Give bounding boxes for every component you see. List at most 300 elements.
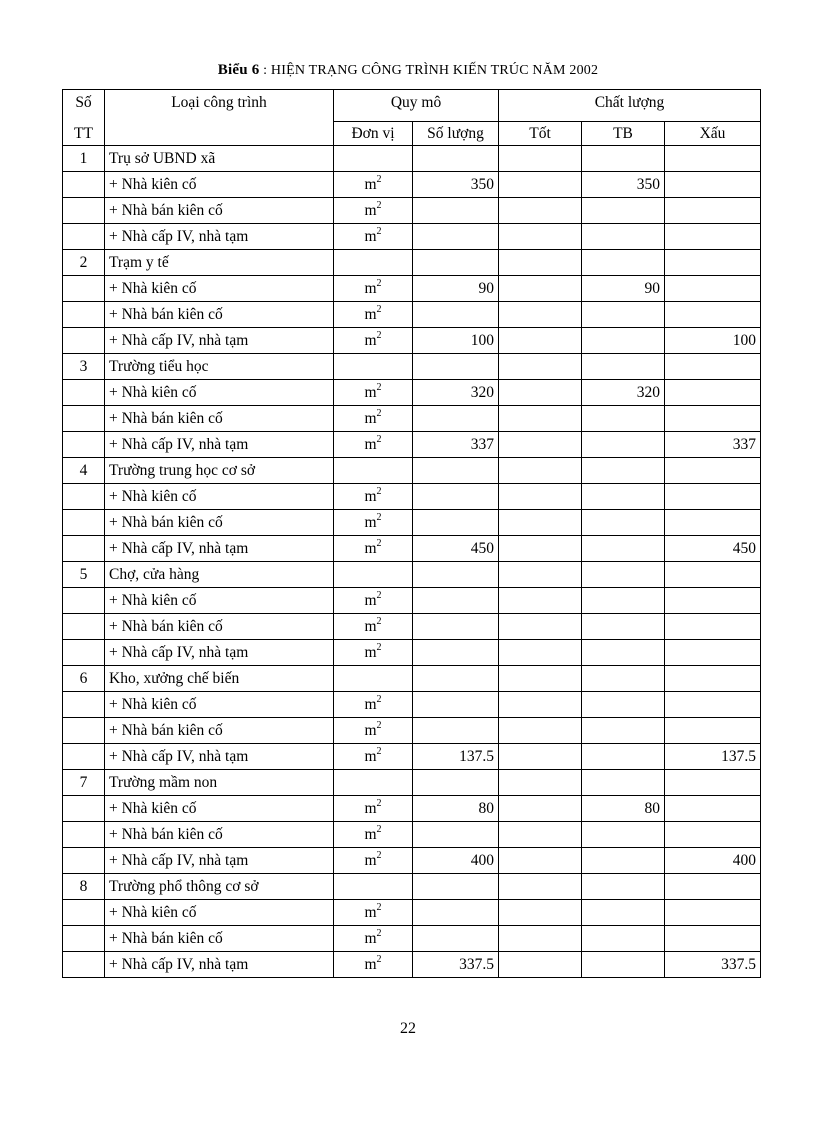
empty-cell xyxy=(334,146,413,172)
bad-cell: 137.5 xyxy=(665,744,761,770)
caption-separator: : xyxy=(259,63,271,78)
unit-cell xyxy=(334,484,413,510)
unit-base: m xyxy=(364,436,377,453)
bad-cell xyxy=(665,614,761,640)
unit-base: m xyxy=(364,800,377,817)
building-type: + Nhà bán kiên cố xyxy=(105,406,334,432)
empty-cell xyxy=(413,562,499,588)
unit-cell xyxy=(334,952,413,978)
average-cell xyxy=(582,406,665,432)
unit-base: m xyxy=(364,696,377,713)
stt-cell xyxy=(63,926,105,952)
quantity-cell xyxy=(413,640,499,666)
table-row xyxy=(63,484,761,510)
empty-cell xyxy=(665,770,761,796)
category-name: Chợ, cửa hàng xyxy=(105,562,334,588)
good-cell xyxy=(499,432,582,458)
building-type: + Nhà kiên cố xyxy=(105,380,334,406)
quantity-cell: 350 xyxy=(413,172,499,198)
average-cell xyxy=(582,614,665,640)
header-scale: Quy mô xyxy=(334,90,499,122)
category-number: 4 xyxy=(63,458,105,484)
unit-cell xyxy=(334,718,413,744)
category-number: 2 xyxy=(63,250,105,276)
table-row xyxy=(63,744,761,770)
average-cell xyxy=(582,952,665,978)
unit-exponent: 2 xyxy=(376,615,382,627)
unit-exponent: 2 xyxy=(376,537,382,549)
average-cell xyxy=(582,744,665,770)
stt-cell xyxy=(63,952,105,978)
average-cell xyxy=(582,198,665,224)
good-cell xyxy=(499,848,582,874)
empty-cell xyxy=(582,250,665,276)
building-type: + Nhà bán kiên cố xyxy=(105,822,334,848)
empty-cell xyxy=(582,562,665,588)
empty-cell xyxy=(334,458,413,484)
average-cell xyxy=(582,900,665,926)
header-stt-bottom: TT xyxy=(63,122,105,146)
table-row xyxy=(63,302,761,328)
stt-cell xyxy=(63,328,105,354)
empty-cell xyxy=(499,770,582,796)
stt-cell xyxy=(63,276,105,302)
empty-cell xyxy=(582,874,665,900)
bad-cell: 400 xyxy=(665,848,761,874)
building-type: + Nhà cấp IV, nhà tạm xyxy=(105,224,334,250)
header-type: Loại công trình xyxy=(105,90,334,122)
stt-cell xyxy=(63,692,105,718)
good-cell xyxy=(499,900,582,926)
quantity-cell xyxy=(413,822,499,848)
building-type: + Nhà cấp IV, nhà tạm xyxy=(105,328,334,354)
good-cell xyxy=(499,952,582,978)
unit-exponent: 2 xyxy=(376,927,382,939)
stt-cell xyxy=(63,172,105,198)
empty-cell xyxy=(334,250,413,276)
unit-exponent: 2 xyxy=(376,901,382,913)
building-type: + Nhà bán kiên cố xyxy=(105,510,334,536)
category-name: Trường trung học cơ sở xyxy=(105,458,334,484)
unit-cell xyxy=(334,692,413,718)
empty-cell xyxy=(665,562,761,588)
unit-base: m xyxy=(364,332,377,349)
quantity-cell: 400 xyxy=(413,848,499,874)
empty-cell xyxy=(665,250,761,276)
unit-exponent: 2 xyxy=(376,953,382,965)
table-body xyxy=(63,146,761,978)
bad-cell xyxy=(665,484,761,510)
bad-cell xyxy=(665,588,761,614)
stt-cell xyxy=(63,744,105,770)
unit-exponent: 2 xyxy=(376,693,382,705)
empty-cell xyxy=(334,770,413,796)
average-cell xyxy=(582,692,665,718)
empty-cell xyxy=(334,666,413,692)
quantity-cell xyxy=(413,302,499,328)
page-number: 22 xyxy=(400,1020,416,1037)
unit-base: m xyxy=(364,514,377,531)
unit-cell xyxy=(334,926,413,952)
unit-exponent: 2 xyxy=(376,589,382,601)
unit-exponent: 2 xyxy=(376,277,382,289)
table-row xyxy=(63,614,761,640)
unit-exponent: 2 xyxy=(376,641,382,653)
building-type: + Nhà cấp IV, nhà tạm xyxy=(105,536,334,562)
quantity-cell: 337.5 xyxy=(413,952,499,978)
quantity-cell: 90 xyxy=(413,276,499,302)
unit-cell xyxy=(334,848,413,874)
unit-base: m xyxy=(364,540,377,557)
bad-cell xyxy=(665,380,761,406)
category-name: Trường phổ thông cơ sở xyxy=(105,874,334,900)
building-type: + Nhà kiên cố xyxy=(105,588,334,614)
category-row xyxy=(63,562,761,588)
empty-cell xyxy=(334,874,413,900)
unit-exponent: 2 xyxy=(376,849,382,861)
construction-status-table xyxy=(62,89,761,978)
bad-cell: 337 xyxy=(665,432,761,458)
category-number: 7 xyxy=(63,770,105,796)
building-type: + Nhà kiên cố xyxy=(105,276,334,302)
table-caption xyxy=(0,62,816,79)
quantity-cell xyxy=(413,510,499,536)
unit-cell xyxy=(334,172,413,198)
table-row xyxy=(63,718,761,744)
building-type: + Nhà cấp IV, nhà tạm xyxy=(105,848,334,874)
average-cell xyxy=(582,718,665,744)
unit-exponent: 2 xyxy=(376,511,382,523)
quantity-cell: 450 xyxy=(413,536,499,562)
empty-cell xyxy=(582,354,665,380)
bad-cell: 450 xyxy=(665,536,761,562)
bad-cell xyxy=(665,692,761,718)
empty-cell xyxy=(665,458,761,484)
building-type: + Nhà bán kiên cố xyxy=(105,198,334,224)
good-cell xyxy=(499,224,582,250)
stt-cell xyxy=(63,406,105,432)
unit-cell xyxy=(334,510,413,536)
caption-label: Biểu 6 xyxy=(217,62,260,78)
building-type: + Nhà bán kiên cố xyxy=(105,718,334,744)
average-cell xyxy=(582,484,665,510)
header-quantity: Số lượng xyxy=(413,122,499,146)
quantity-cell xyxy=(413,614,499,640)
bad-cell xyxy=(665,640,761,666)
table-row xyxy=(63,796,761,822)
header-row-top xyxy=(63,90,761,122)
empty-cell xyxy=(582,146,665,172)
empty-cell xyxy=(413,146,499,172)
unit-base: m xyxy=(364,618,377,635)
building-type: + Nhà kiên cố xyxy=(105,484,334,510)
table-row xyxy=(63,172,761,198)
bad-cell xyxy=(665,172,761,198)
average-cell xyxy=(582,432,665,458)
quantity-cell xyxy=(413,484,499,510)
empty-cell xyxy=(582,770,665,796)
building-type: + Nhà kiên cố xyxy=(105,796,334,822)
category-row xyxy=(63,874,761,900)
stt-cell xyxy=(63,588,105,614)
average-cell xyxy=(582,224,665,250)
empty-cell xyxy=(665,666,761,692)
category-row xyxy=(63,354,761,380)
good-cell xyxy=(499,718,582,744)
stt-cell xyxy=(63,536,105,562)
unit-base: m xyxy=(364,202,377,219)
header-stt-top: Số xyxy=(63,90,105,122)
header-quality: Chất lượng xyxy=(499,90,761,122)
unit-cell xyxy=(334,406,413,432)
building-type: + Nhà kiên cố xyxy=(105,172,334,198)
average-cell: 80 xyxy=(582,796,665,822)
building-type: + Nhà bán kiên cố xyxy=(105,302,334,328)
category-row xyxy=(63,146,761,172)
unit-base: m xyxy=(364,280,377,297)
bad-cell xyxy=(665,822,761,848)
category-name: Trạm y tế xyxy=(105,250,334,276)
caption-title: HIỆN TRẠNG CÔNG TRÌNH KIẾN TRÚC NĂM 2002 xyxy=(270,63,599,78)
unit-exponent: 2 xyxy=(376,485,382,497)
unit-base: m xyxy=(364,176,377,193)
empty-cell xyxy=(665,354,761,380)
quantity-cell xyxy=(413,588,499,614)
bad-cell xyxy=(665,302,761,328)
empty-cell xyxy=(499,250,582,276)
stt-cell xyxy=(63,224,105,250)
empty-cell xyxy=(499,666,582,692)
quantity-cell xyxy=(413,198,499,224)
stt-cell xyxy=(63,718,105,744)
header-bad: Xấu xyxy=(665,122,761,146)
unit-base: m xyxy=(364,228,377,245)
bad-cell xyxy=(665,224,761,250)
building-type: + Nhà cấp IV, nhà tạm xyxy=(105,744,334,770)
good-cell xyxy=(499,328,582,354)
quantity-cell: 100 xyxy=(413,328,499,354)
unit-exponent: 2 xyxy=(376,433,382,445)
table-row xyxy=(63,588,761,614)
building-type: + Nhà kiên cố xyxy=(105,900,334,926)
table-row xyxy=(63,432,761,458)
stt-cell xyxy=(63,640,105,666)
stt-cell xyxy=(63,302,105,328)
unit-exponent: 2 xyxy=(376,225,382,237)
good-cell xyxy=(499,822,582,848)
building-type: + Nhà cấp IV, nhà tạm xyxy=(105,952,334,978)
quantity-cell xyxy=(413,900,499,926)
header-average: TB xyxy=(582,122,665,146)
bad-cell xyxy=(665,198,761,224)
unit-base: m xyxy=(364,384,377,401)
table-row xyxy=(63,926,761,952)
good-cell xyxy=(499,796,582,822)
table-row xyxy=(63,640,761,666)
empty-cell xyxy=(413,770,499,796)
table-row xyxy=(63,406,761,432)
quantity-cell: 137.5 xyxy=(413,744,499,770)
unit-cell xyxy=(334,614,413,640)
stt-cell xyxy=(63,198,105,224)
empty-cell xyxy=(582,458,665,484)
empty-cell xyxy=(334,562,413,588)
good-cell xyxy=(499,380,582,406)
unit-base: m xyxy=(364,644,377,661)
empty-cell xyxy=(665,874,761,900)
quantity-cell xyxy=(413,926,499,952)
unit-base: m xyxy=(364,410,377,427)
unit-cell xyxy=(334,276,413,302)
category-name: Trường mầm non xyxy=(105,770,334,796)
bad-cell xyxy=(665,900,761,926)
good-cell xyxy=(499,484,582,510)
unit-exponent: 2 xyxy=(376,329,382,341)
unit-exponent: 2 xyxy=(376,173,382,185)
empty-cell xyxy=(499,874,582,900)
empty-cell xyxy=(413,250,499,276)
table-row xyxy=(63,848,761,874)
good-cell xyxy=(499,510,582,536)
header-type-spacer xyxy=(105,122,334,146)
empty-cell xyxy=(413,666,499,692)
category-name: Kho, xưởng chế biến xyxy=(105,666,334,692)
average-cell: 320 xyxy=(582,380,665,406)
good-cell xyxy=(499,640,582,666)
unit-exponent: 2 xyxy=(376,823,382,835)
unit-cell xyxy=(334,302,413,328)
unit-cell xyxy=(334,640,413,666)
good-cell xyxy=(499,588,582,614)
average-cell xyxy=(582,328,665,354)
table-row xyxy=(63,224,761,250)
category-number: 3 xyxy=(63,354,105,380)
category-number: 1 xyxy=(63,146,105,172)
stt-cell xyxy=(63,484,105,510)
table-row xyxy=(63,328,761,354)
bad-cell xyxy=(665,406,761,432)
bad-cell: 337.5 xyxy=(665,952,761,978)
unit-cell xyxy=(334,536,413,562)
empty-cell xyxy=(413,874,499,900)
header-good: Tốt xyxy=(499,122,582,146)
stt-cell xyxy=(63,822,105,848)
unit-cell xyxy=(334,432,413,458)
quantity-cell: 320 xyxy=(413,380,499,406)
empty-cell xyxy=(499,354,582,380)
average-cell xyxy=(582,536,665,562)
table-row xyxy=(63,692,761,718)
unit-base: m xyxy=(364,852,377,869)
quantity-cell: 337 xyxy=(413,432,499,458)
quantity-cell: 80 xyxy=(413,796,499,822)
empty-cell xyxy=(499,458,582,484)
good-cell xyxy=(499,692,582,718)
empty-cell xyxy=(413,458,499,484)
stt-cell xyxy=(63,848,105,874)
empty-cell xyxy=(499,562,582,588)
stt-cell xyxy=(63,900,105,926)
unit-exponent: 2 xyxy=(376,303,382,315)
table-row xyxy=(63,198,761,224)
category-name: Trường tiểu học xyxy=(105,354,334,380)
average-cell: 90 xyxy=(582,276,665,302)
table-row xyxy=(63,822,761,848)
average-cell xyxy=(582,302,665,328)
table-row xyxy=(63,510,761,536)
stt-cell xyxy=(63,510,105,536)
table-row xyxy=(63,276,761,302)
bad-cell xyxy=(665,276,761,302)
category-number: 5 xyxy=(63,562,105,588)
unit-exponent: 2 xyxy=(376,381,382,393)
good-cell xyxy=(499,172,582,198)
unit-base: m xyxy=(364,748,377,765)
unit-exponent: 2 xyxy=(376,745,382,757)
average-cell: 350 xyxy=(582,172,665,198)
unit-base: m xyxy=(364,826,377,843)
unit-exponent: 2 xyxy=(376,407,382,419)
empty-cell xyxy=(499,146,582,172)
unit-cell xyxy=(334,224,413,250)
building-type: + Nhà cấp IV, nhà tạm xyxy=(105,432,334,458)
unit-exponent: 2 xyxy=(376,199,382,211)
unit-base: m xyxy=(364,306,377,323)
unit-exponent: 2 xyxy=(376,797,382,809)
category-row xyxy=(63,250,761,276)
good-cell xyxy=(499,926,582,952)
bad-cell xyxy=(665,796,761,822)
header-unit: Đơn vị xyxy=(334,122,413,146)
bad-cell xyxy=(665,510,761,536)
building-type: + Nhà kiên cố xyxy=(105,692,334,718)
empty-cell xyxy=(582,666,665,692)
category-number: 6 xyxy=(63,666,105,692)
quantity-cell xyxy=(413,718,499,744)
unit-cell xyxy=(334,796,413,822)
unit-base: m xyxy=(364,722,377,739)
table-row xyxy=(63,900,761,926)
unit-base: m xyxy=(364,930,377,947)
average-cell xyxy=(582,510,665,536)
category-name: Trụ sở UBND xã xyxy=(105,146,334,172)
unit-base: m xyxy=(364,488,377,505)
stt-cell xyxy=(63,380,105,406)
unit-cell xyxy=(334,380,413,406)
table-row xyxy=(63,380,761,406)
good-cell xyxy=(499,406,582,432)
empty-cell xyxy=(413,354,499,380)
unit-cell xyxy=(334,900,413,926)
average-cell xyxy=(582,848,665,874)
bad-cell: 100 xyxy=(665,328,761,354)
category-row xyxy=(63,666,761,692)
unit-exponent: 2 xyxy=(376,719,382,731)
header-row-bottom xyxy=(63,122,761,146)
unit-base: m xyxy=(364,592,377,609)
good-cell xyxy=(499,302,582,328)
average-cell xyxy=(582,640,665,666)
average-cell xyxy=(582,926,665,952)
average-cell xyxy=(582,588,665,614)
building-type: + Nhà bán kiên cố xyxy=(105,926,334,952)
building-type: + Nhà bán kiên cố xyxy=(105,614,334,640)
good-cell xyxy=(499,614,582,640)
unit-cell xyxy=(334,822,413,848)
unit-base: m xyxy=(364,904,377,921)
building-type: + Nhà cấp IV, nhà tạm xyxy=(105,640,334,666)
category-row xyxy=(63,770,761,796)
